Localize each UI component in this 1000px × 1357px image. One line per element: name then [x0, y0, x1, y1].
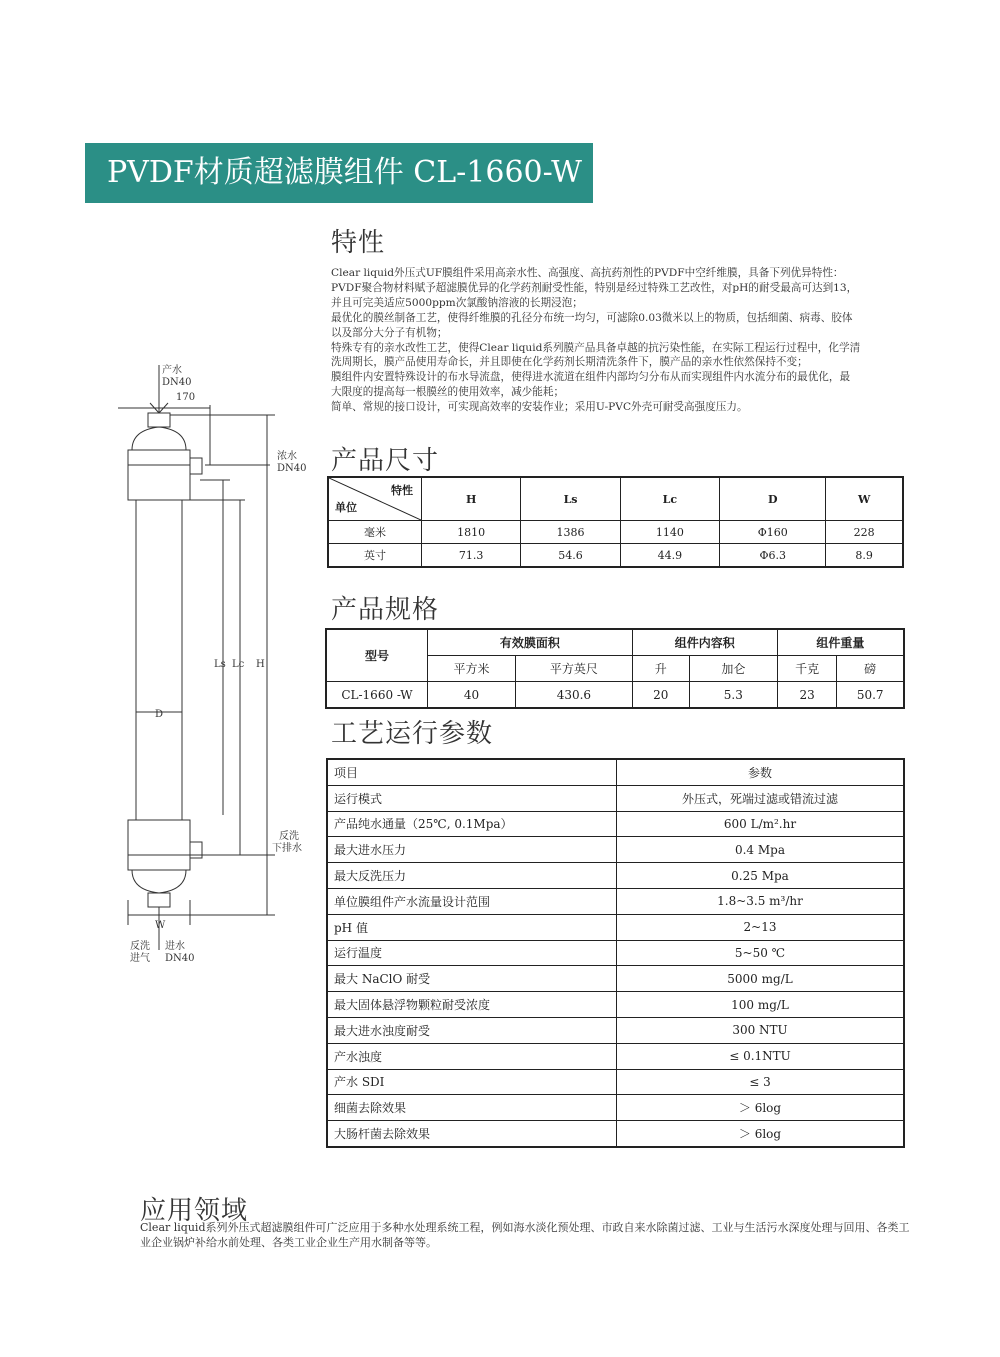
- unit-header: 升: [632, 656, 689, 682]
- table-row: [328, 544, 903, 568]
- param-item: 最大 NaClO 耐受: [327, 966, 617, 992]
- param-item: 产水 SDI: [327, 1069, 617, 1095]
- model-cell: CL-1660 -W: [326, 682, 428, 709]
- feature-line: 以及部分大分子有机物；: [331, 326, 448, 339]
- features-title: 特性: [331, 228, 386, 258]
- dim-cell: 44.9: [620, 544, 719, 568]
- spec-cell: 20: [632, 682, 689, 709]
- param-item: 最大进水压力: [327, 837, 617, 863]
- table-row: [327, 1043, 904, 1069]
- width-170-label: 170: [176, 392, 196, 403]
- feature-line: 膜组件内安置特殊设计的布水导流盘，使得进水流道在组件内部均匀分布从而实现组件内水流分布的最优化，最: [331, 371, 851, 384]
- dimensions-corner-cell: [328, 477, 422, 521]
- table-row: [327, 1095, 904, 1121]
- dimensions-title: 产品尺寸: [331, 446, 440, 476]
- param-value: 外压式，死端过滤或错流过滤: [617, 785, 905, 811]
- product-dn-label: DN40: [162, 377, 192, 388]
- model-header: 型号: [326, 629, 428, 682]
- spec-cell: 5.3: [689, 682, 777, 709]
- param-value: 300 NTU: [617, 1017, 905, 1043]
- dim-cell: 54.6: [521, 544, 620, 568]
- corner-bottom-label: 单位: [335, 501, 357, 514]
- feed-dn-label: DN40: [165, 953, 195, 964]
- feature-line: 洗周期长，膜产品使用寿命长，并且即使在化学药剂长期清洗条件下，膜产品的亲水性依然保持不变；: [331, 356, 808, 369]
- dim-header: H: [422, 477, 521, 521]
- param-value: ＞ 6log: [617, 1095, 905, 1121]
- top-cap: [132, 427, 186, 450]
- dim-cell: 8.9: [826, 544, 903, 568]
- param-item: 项目: [327, 759, 617, 785]
- param-item: 大肠杆菌去除效果: [327, 1121, 617, 1147]
- bottom-inlet-pipe: [148, 893, 170, 907]
- module-diagram: [110, 355, 320, 970]
- param-value: 参数: [617, 759, 905, 785]
- drain-port: [190, 842, 202, 858]
- param-value: ≤ 0.1NTU: [617, 1043, 905, 1069]
- param-item: 单位膜组件产水流量设计范围: [327, 888, 617, 914]
- params-title: 工艺运行参数: [331, 719, 494, 749]
- dim-cell: 1140: [620, 521, 719, 544]
- param-value: 5~50 ℃: [617, 940, 905, 966]
- table-row: [327, 966, 904, 992]
- table-row: [327, 863, 904, 889]
- feature-line: Clear liquid外压式UF膜组件采用高亲水性、高强度、高抗药剂性的PVDF中空纤维膜，具备下列优异特性：: [331, 267, 844, 279]
- dim-header: W: [826, 477, 903, 521]
- param-item: 细菌去除效果: [327, 1095, 617, 1121]
- unit-header: 加仑: [689, 656, 777, 682]
- backwash-air-label-1: 反洗: [130, 941, 150, 952]
- group-header: 组件重量: [777, 629, 904, 656]
- param-value: 1.8~3.5 m³/hr: [617, 888, 905, 914]
- h-label: H: [256, 659, 265, 670]
- feature-line: 特殊专有的亲水改性工艺，使得Clear liquid系列膜产品具备卓越的抗污染性能，在实际工程运行过程中，化学清: [331, 341, 861, 354]
- lc-label: Lc: [232, 659, 245, 670]
- spec-cell: 23: [777, 682, 837, 709]
- table-row: [327, 759, 904, 785]
- feature-line: 大限度的提高每一根膜丝的使用效率，减少能耗；: [331, 386, 565, 399]
- application-text: Clear liquid系列外压式超滤膜组件可广泛应用于多种水处理系统工程，例如海水淡化预处理、市政自来水除菌过滤、工业与生活污水深度处理与回用、各类工业企业锅炉补给水前处理、各类工业企业生产用水制备等等。: [140, 1221, 910, 1249]
- spec-cell: 50.7: [837, 682, 904, 709]
- table-row: [327, 785, 904, 811]
- product-title-banner: PVDF材质超滤膜组件 CL-1660-W: [85, 143, 593, 203]
- application-title: 应用领域: [140, 1196, 249, 1226]
- table-row: [326, 682, 904, 709]
- concentrate-label: 浓水: [277, 451, 297, 462]
- dim-cell: Φ6.3: [720, 544, 826, 568]
- param-value: ＞ 6log: [617, 1121, 905, 1147]
- concentrate-port: [190, 458, 202, 474]
- params-table: [326, 758, 905, 1148]
- w-label: W: [155, 920, 166, 931]
- group-header: 有效膜面积: [428, 629, 633, 656]
- table-row: [328, 521, 903, 544]
- param-item: 运行模式: [327, 785, 617, 811]
- dimensions-table: [327, 476, 904, 568]
- table-row: [327, 992, 904, 1018]
- dim-cell: 228: [826, 521, 903, 544]
- dim-cell: Φ160: [720, 521, 826, 544]
- dim-cell: 1810: [422, 521, 521, 544]
- unit-header: 平方英尺: [516, 656, 633, 682]
- param-value: 600 L/m².hr: [617, 811, 905, 837]
- feed-label: 进水: [165, 941, 185, 952]
- param-item: 最大固体悬浮物颗粒耐受浓度: [327, 992, 617, 1018]
- backwash-drain-label-1: 反洗: [279, 831, 299, 842]
- param-value: ≤ 3: [617, 1069, 905, 1095]
- spec-title: 产品规格: [331, 595, 440, 625]
- group-header: 组件内容积: [632, 629, 777, 656]
- top-housing: [128, 450, 190, 500]
- feature-line: 并且可完美适应5000ppm次氯酸钠溶液的长期浸泡；: [331, 296, 583, 309]
- param-item: 产品纯水通量（25℃, 0.1Mpa）: [327, 811, 617, 837]
- dim-cell: 1386: [521, 521, 620, 544]
- backwash-drain-label-2: 下排水: [272, 843, 302, 854]
- param-value: 2~13: [617, 914, 905, 940]
- ls-label: Ls: [214, 659, 226, 670]
- feature-line: 最优化的膜丝制备工艺，使得纤维膜的孔径分布统一均匀，可滤除0.03微米以上的物质，包括细菌、病毒、胶体: [331, 311, 853, 324]
- feature-line: 简单、常规的接口设计，可实现高效率的安装作业；采用U-PVC外壳可耐受高强度压力。: [331, 401, 748, 414]
- unit-header: 磅: [837, 656, 904, 682]
- dim-cell: 71.3: [422, 544, 521, 568]
- table-row: [327, 940, 904, 966]
- param-value: 100 mg/L: [617, 992, 905, 1018]
- unit-header: 平方米: [428, 656, 516, 682]
- param-item: 产水浊度: [327, 1043, 617, 1069]
- param-item: 最大进水浊度耐受: [327, 1017, 617, 1043]
- unit-cell: 毫米: [328, 521, 422, 544]
- dim-header: Ls: [521, 477, 620, 521]
- param-item: pH 值: [327, 914, 617, 940]
- table-row: [327, 888, 904, 914]
- param-item: 运行温度: [327, 940, 617, 966]
- spec-cell: 40: [428, 682, 516, 709]
- d-label: D: [155, 709, 164, 720]
- bottom-cap: [132, 870, 186, 893]
- product-water-label: 产水: [162, 365, 182, 376]
- spec-cell: 430.6: [516, 682, 633, 709]
- table-row: [327, 811, 904, 837]
- param-value: 0.4 Mpa: [617, 837, 905, 863]
- bottom-housing: [128, 820, 190, 870]
- table-row: [327, 914, 904, 940]
- module-body: [136, 500, 182, 820]
- feature-line: PVDF聚合物材料赋予超滤膜优异的化学药剂耐受性能，特别是经过特殊工艺改性，对pH的耐受最高可达到13，: [331, 281, 858, 294]
- dim-header: D: [720, 477, 826, 521]
- param-value: 0.25 Mpa: [617, 863, 905, 889]
- corner-top-label: 特性: [391, 484, 413, 497]
- unit-header: 千克: [777, 656, 837, 682]
- param-item: 最大反洗压力: [327, 863, 617, 889]
- features-text: [331, 266, 911, 415]
- backwash-air-label-2: 进气: [130, 953, 150, 964]
- table-row: [327, 1069, 904, 1095]
- top-outlet-pipe: [148, 413, 170, 427]
- table-row: [327, 837, 904, 863]
- table-row: [327, 1121, 904, 1147]
- concentrate-dn-label: DN40: [277, 463, 307, 474]
- param-value: 5000 mg/L: [617, 966, 905, 992]
- unit-cell: 英寸: [328, 544, 422, 568]
- spec-table: [325, 628, 905, 709]
- dim-header: Lc: [620, 477, 719, 521]
- table-row: [327, 1017, 904, 1043]
